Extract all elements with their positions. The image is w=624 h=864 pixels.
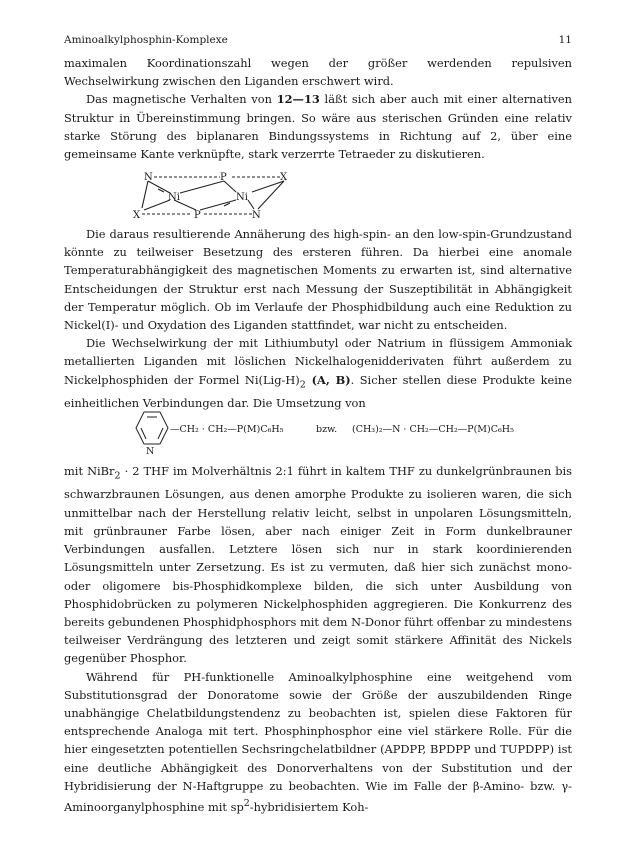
paragraph-4-post: . Sicher stellen diese Produkte keine einheitlichen Verbindungen dar. Die Umsetzung von [64,372,572,411]
compound-references: (A, B) [305,372,351,387]
atom-ni-right: Ni [236,192,248,203]
bond-x-ni-left [144,200,170,210]
paragraph-5-main: · 2 THF im Molverhältnis 2:1 führt in kaltem THF zu dunkelgrünbraunen bis schwarzbraunen Lösungen, aus denen amorphe Produkte zu isolieren waren, die sich unmittelbar nach der Herstellung relativ leicht, selbst in unpolaren Lösungsmitteln, mit grünbrauner Farbe lösen, aber nach einiger Zeit in Form dunkelbrauner Verbindungen ausfallen. Letztere lösen sich nur in stark koordinierenden Lösungsmitteln unter Zersetzung. Es ist zu vermuten, daß hier sich zunächst mono- oder oligomere bis-Phosphidkomplexe bilden, die sich unter Ausbildung von Phosphidobrücken zu polymeren Nickelphosphiden aggregieren. Die Konkurrenz des bereits gebundenen Phosphidphosphors mit dem N-Donor führt offenbar zu mindestens teilweiser Verdrängung des letzteren und zeigt somit stärkere Affinität des Nickels gegenüber Phosphor. [64,464,572,666]
text-block-top [64,54,572,163]
text-block-middle [64,225,572,412]
hybridization-superscript: 2 [243,797,250,809]
ring-double-bond [141,428,146,439]
ring-double-bond [158,428,163,439]
ring-nitrogen: N [146,446,155,457]
ligand-chain-2: (CH₃)₂—N · CH₂—CH₂—P(M)C₆H₅ [352,424,514,435]
atom-n-top: N [144,172,153,183]
bond-p-ni-right-bottom [200,200,236,210]
paragraph-1: maximalen Koordinationszahl wegen der größer werdenden repulsiven Wechselwirkung zwischen den Liganden erschwert wird. [64,56,572,89]
running-title: Aminoalkylphosphin-Komplexe [64,34,228,46]
paragraph-5-pre: mit NiBr [64,464,115,478]
atom-p-bottom: P [194,210,201,221]
formula-conjunction: bzw. [316,424,338,435]
atom-x-left: X [133,210,141,221]
paragraph-5 [64,462,572,668]
paragraph-6-pre: Während für PH-funktionelle Aminoalkylphosphine eine weitgehend vom Substitutionsgrad der Donoratome sowie der Größe der auszubildenden Ringe unabhängige Chelatbildungstendenz zu beobachten ist, spielen diese Faktoren für entsprechende Analoga mit tert. Phosphinphosphor eine viel stärkere Rolle. Für die hier eingesetzten potentiellen Sechsringchelatbildner (APDPP, BPDPP und TUPDPP) ist eine deutliche Abhängigkeit des Donorverhaltens von der Substitution und der Hybridisierung der N-Haftgruppe zu beobachten. Wie im Falle der β-Amino- bzw. γ-Aminoorganylphosphine mit sp [64,669,572,814]
text-block-bottom [64,462,572,816]
formula-subscript: 2 [299,378,306,390]
paragraph-2-post: läßt sich aber auch mit einer alternativen Struktur in Übereinstimmung bringen. So wäre aus sterischen Gründen eine relativ starke Störung des biplanaren Bindungssystems in Richtung auf 2, über eine gemeinsame Kante verknüpfte, stark verzerrte Tetraeder zu diskutieren. [64,92,573,162]
atom-n-bottom: N [252,210,261,221]
paragraph-6-post: -hybridisiertem Koh- [249,799,369,814]
paragraph-4 [64,334,572,412]
bond-n-ni-right [248,200,254,209]
bond-p-ni-left [180,181,224,193]
pyridine-ring [136,412,168,444]
paragraph-3: Die daraus resultierende Annäherung des high-spin- an den low-spin-Grundzustand könnte zu teilweiser Besetzung des ersteren führen. Da hierbei eine anomale Temperaturabhängigkeit des magnetischen Moments zu erwarten ist, sind alternative Entscheidungen der Struktur erst nach Messung der Suszeptibilität in Abhängigkeit der Temperatur möglich. Ob im Verlaufe der Phosphidbildung auch eine Reduktion zu Nickel(I)- und Oxydation des Liganden stattfindet, war nicht zu entscheiden. [64,227,572,333]
page-number: 11 [558,34,572,46]
page-header [64,34,572,46]
formula-subscript: 2 [114,470,121,482]
nickel-dimer-structure [124,170,304,222]
atom-x-right: X [280,172,288,183]
paragraph-2-pre: Das magnetische Verhalten von [86,92,277,107]
atom-ni-left: Ni [168,192,180,203]
paragraph-2 [64,90,572,163]
ligand-formula [130,408,570,460]
compound-reference: 12—13 [276,92,320,107]
paragraph-6 [64,668,572,816]
ligand-chain-1: —CH₂ · CH₂—P(M)C₆H₅ [170,424,284,435]
bond-n-x-left [142,181,148,208]
atom-p-top: P [220,172,227,183]
paragraph-4-pre: Die Wechselwirkung der mit Lithiumbutyl oder Natrium in flüssigem Ammoniak metallierten Liganden mit löslichen Nickelhalogenidderivaten führt außerdem zu Nickelphosphiden der Formel Ni(Lig-H) [64,336,572,387]
